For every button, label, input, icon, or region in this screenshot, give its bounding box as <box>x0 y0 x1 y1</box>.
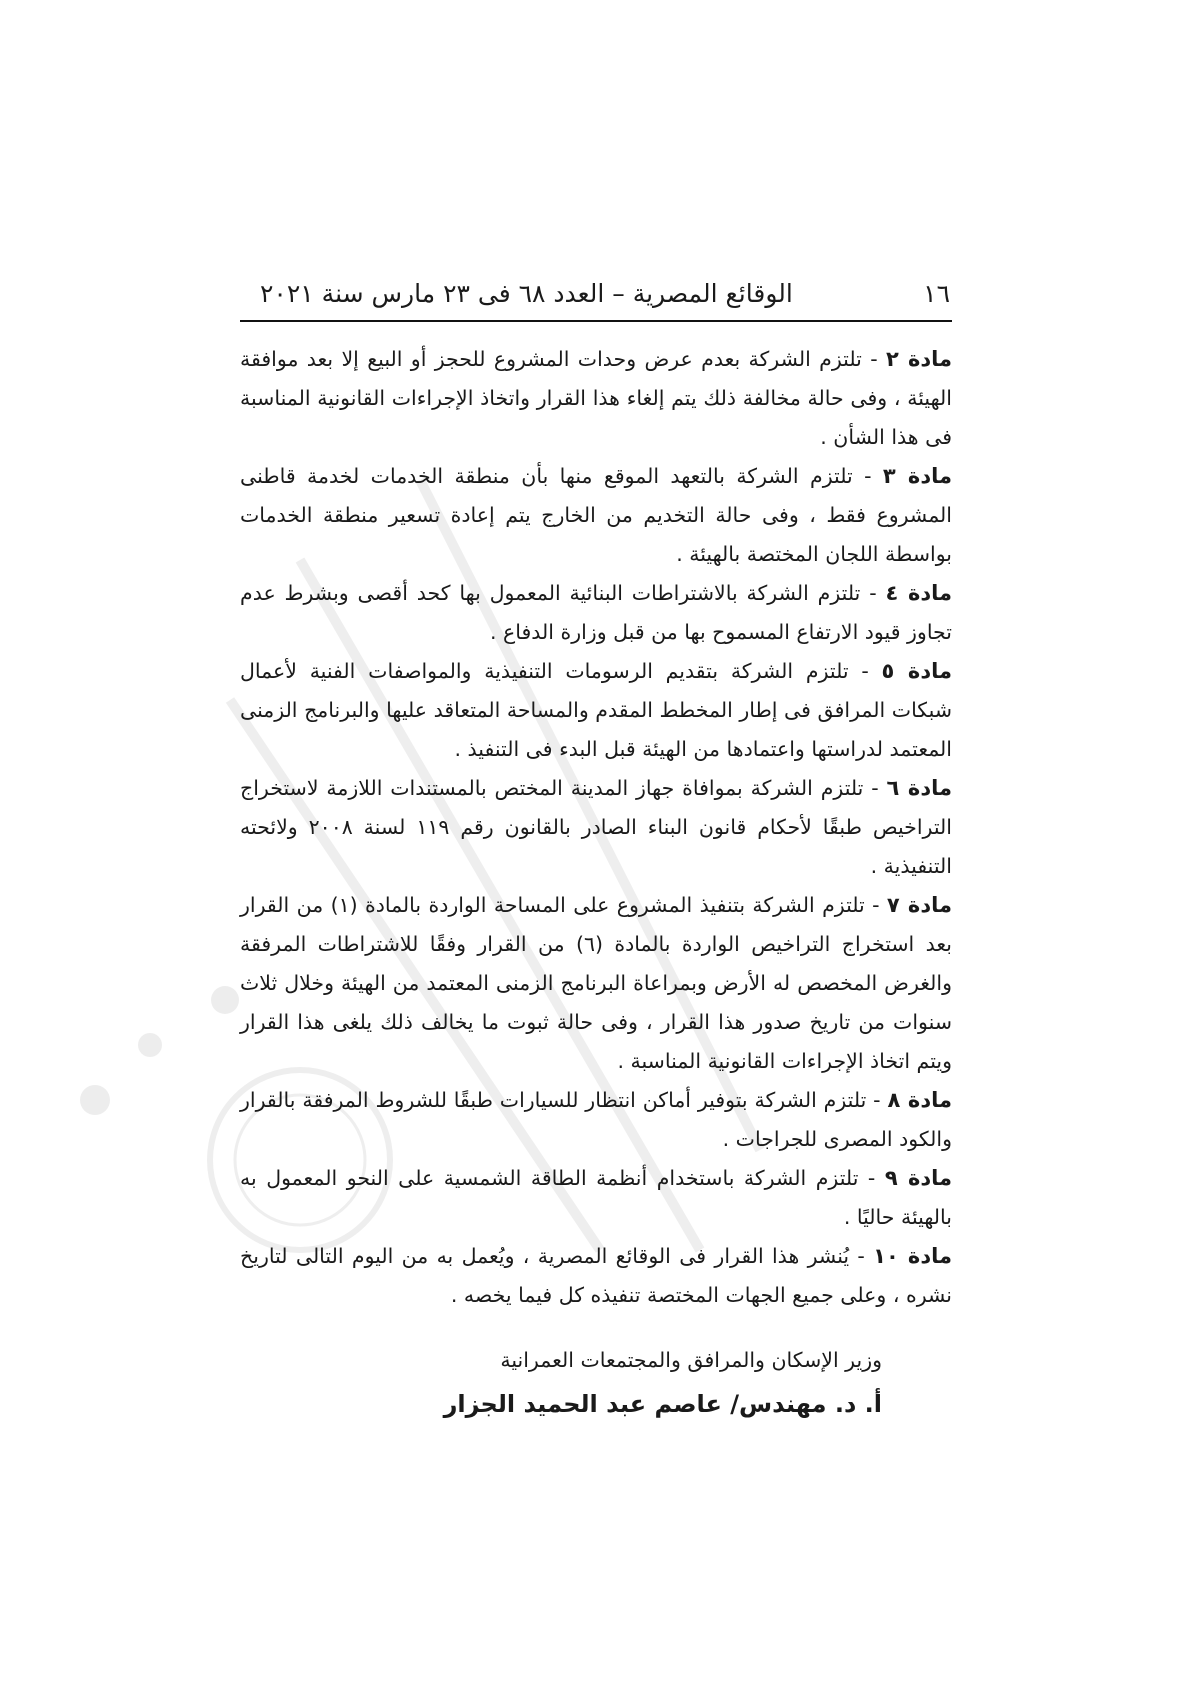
article-text: - تلتزم الشركة بتقديم الرسومات التنفيذية والمواصفات الفنية لأعمال شبكات المرافق فى إطار المخطط المقدم والمساحة المتعاقد عليها والبرنامج الزمنى المعتمد لدراستها واعتمادها من الهيئة قبل البدء فى التنفيذ . <box>240 659 952 761</box>
article-2 <box>240 340 952 457</box>
page-header <box>240 270 952 316</box>
article-heading: مادة ٨ <box>887 1088 952 1112</box>
article-heading: مادة ٣ <box>882 464 952 488</box>
gazette-issue-title: الوقائع المصرية – العدد ٦٨ فى ٢٣ مارس سنة ٢٠٢١ <box>260 278 793 308</box>
signature-block <box>240 1340 952 1428</box>
article-text: - تلتزم الشركة بالتعهد الموقع منها بأن منطقة الخدمات لخدمة قاطنى المشروع فقط ، وفى حالة التخديم من الخارج يتم إعادة تسعير منطقة الخدمات بواسطة اللجان المختصة بالهيئة . <box>240 464 952 566</box>
page-number: ١٦ <box>923 278 950 308</box>
article-heading: مادة ٦ <box>886 776 952 800</box>
article-text: - يُنشر هذا القرار فى الوقائع المصرية ، ويُعمل به من اليوم التالى لتاريخ نشره ، وعلى جميع الجهات المختصة تنفيذه كل فيما يخصه . <box>240 1244 952 1307</box>
article-3 <box>240 457 952 574</box>
header-divider <box>240 320 952 322</box>
article-heading: مادة ٢ <box>885 347 953 371</box>
article-8 <box>240 1081 952 1159</box>
article-text: - تلتزم الشركة بعدم عرض وحدات المشروع للحجز أو البيع إلا بعد موافقة الهيئة ، وفى حالة مخالفة ذلك يتم إلغاء هذا القرار واتخاذ الإجراءات القانونية المناسبة فى هذا الشأن . <box>240 347 952 449</box>
article-text: - تلتزم الشركة بتوفير أماكن انتظار للسيارات طبقًا للشروط المرفقة بالقرار والكود المصرى للجراجات . <box>240 1088 952 1151</box>
article-9 <box>240 1159 952 1237</box>
article-text: - تلتزم الشركة باستخدام أنظمة الطاقة الشمسية على النحو المعمول به بالهيئة حاليًا . <box>240 1166 952 1229</box>
article-text: - تلتزم الشركة بتنفيذ المشروع على المساحة الواردة بالمادة (١) من القرار بعد استخراج التراخيص الواردة بالمادة (٦) من القرار وفقًا للاشتراطات المرفقة والغرض المخصص له الأرض وبمراعاة البرنامج الزمنى المعتمد من الهيئة وخلال ثلاث سنوات من تاريخ صدور هذا القرار ، وفى حالة ثبوت ما يخالف ذلك يلغى هذا القرار ويتم اتخاذ الإجراءات القانونية المناسبة . <box>240 893 952 1073</box>
article-heading: مادة ٤ <box>885 581 953 605</box>
article-5 <box>240 652 952 769</box>
decree-body <box>240 340 952 1315</box>
article-heading: مادة ٥ <box>881 659 952 683</box>
article-4 <box>240 574 952 652</box>
signatory-role: وزير الإسكان والمرافق والمجتمعات العمرانية <box>500 1348 882 1372</box>
article-10 <box>240 1237 952 1315</box>
article-heading: مادة ٩ <box>884 1166 953 1190</box>
article-7 <box>240 886 952 1081</box>
article-text: - تلتزم الشركة بموافاة جهاز المدينة المختص بالمستندات اللازمة لاستخراج التراخيص طبقًا لأحكام قانون البناء الصادر بالقانون رقم ١١٩ لسنة ٢٠٠٨ ولائحته التنفيذية . <box>240 776 952 878</box>
article-6 <box>240 769 952 886</box>
article-text: - تلتزم الشركة بالاشتراطات البنائية المعمول بها كحد أقصى وبشرط عدم تجاوز قيود الارتفاع المسموح بها من قبل وزارة الدفاع . <box>240 581 952 644</box>
article-heading: مادة ١٠ <box>873 1244 952 1268</box>
article-heading: مادة ٧ <box>886 893 952 917</box>
signatory-name: أ. د. مهندس/ عاصم عبد الحميد الجزار <box>443 1390 882 1418</box>
